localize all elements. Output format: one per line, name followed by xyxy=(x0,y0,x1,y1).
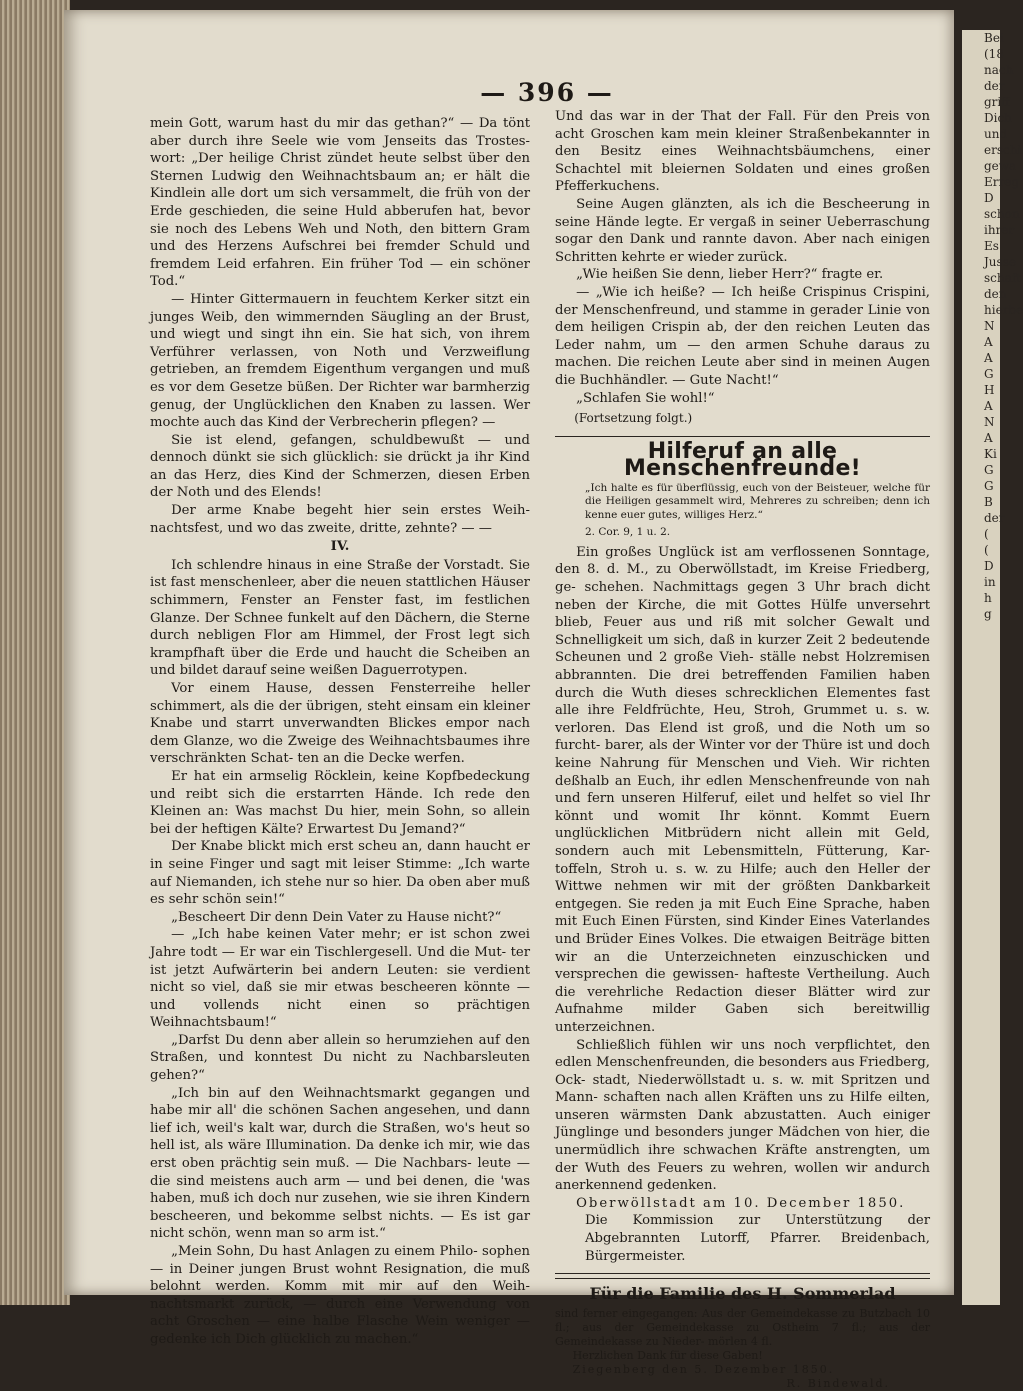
adjacent-page-text: schaft xyxy=(984,271,1022,285)
adjacent-page-text: der xyxy=(984,511,1005,525)
paragraph: sind ferner eingegangen: Aus der Gemeindekasse zu Butzbach 10 fl.; aus der Gemeindekasse zu Ostheim 7 fl.; aus der Gemeindekasse zu Nieder- mörlen 4 fl. xyxy=(555,1306,930,1348)
adjacent-page-text: N xyxy=(984,415,995,429)
adjacent-page-text: hierbe xyxy=(984,303,1023,317)
adjacent-page-text: h xyxy=(984,591,992,605)
adjacent-page-text: schon xyxy=(984,207,1020,221)
section-divider xyxy=(555,1278,930,1279)
paragraph: „Schlafen Sie wohl!“ xyxy=(576,390,715,406)
signature: R. Bindewald. xyxy=(786,1376,890,1390)
adjacent-page-text: Bei xyxy=(984,31,1004,45)
paragraph: Ich schlendre hinaus in eine Straße der Vorstadt. Sie ist fast menschenleer, aber die neuen stattlichen Häuser schimmern, Fenster an Fenster fast, im festlichen Glanze. Der Schnee funkelt auf den Dächern, die Sterne durch nebligen Flor am Himmel, der Frost legt sich krampfhaft über die Erde und haucht die Scheiben an und bildet darauf seine weißen Daguerrotypen. xyxy=(150,557,530,679)
paragraph: Seine Augen glänzten, als ich die Bescheerung in seine Hände legte. Er vergaß in seiner Ueberraschung sogar den Dank und rannte davon. Aber nach einigen Schritten kehrte er wieder zurück. xyxy=(555,196,930,265)
adjacent-page-text: den xyxy=(984,287,1007,301)
adjacent-page-text: A xyxy=(984,335,993,349)
paragraph: mein Gott, warum hast du mir das gethan?“ — Da tönt aber durch ihre Seele wie vom Jenseits das Trostes- wort: „Der heilige Christ zündet heute selbst über den Sternen Ludwig den Weihnachtsbaum an; er hält die Kindlein alle dort um sich versammelt, die früh von der Erde geschieden, die seine Huld abberufen hat, bevor sie noch des Lebens Weh und Noth, den bittern Gram und des Herzens Aufschrei bei fremder Schuld und fremdem Leid erfahren. Ein früher Tod — ein schöner Tod.“ xyxy=(150,116,530,290)
adjacent-page-text: Jusse xyxy=(984,255,1016,269)
paragraph: — Hinter Gittermauern in feuchtem Kerker sitzt ein junges Weib, den wimmernden Säugling an der Brust, und wiegt und singt ihn ein. Sie hat sich, von ihrem Verführer verlassen, von Noth und Verzweiflung getrieben, an fremdem Eigenthum vergangen und muß es vor dem Gesetze büßen. Der Richter war barmherzig genug, der Unglücklichen den Knaben zu lassen. Wer mochte auch das Kind der Verbrecherin pflegen? — xyxy=(150,291,530,431)
thanks-headline: Für die Familie des H. Sommerlad xyxy=(589,1284,896,1304)
paragraph: „Darfst Du denn aber allein so herumziehen auf den Straßen, und konntest Du nicht zu Nachbarsleuten gehen?“ xyxy=(150,1032,530,1084)
left-column xyxy=(150,115,530,1349)
adjacent-page-text: G xyxy=(984,479,994,493)
section-number: IV. xyxy=(330,539,350,555)
paragraph: „Bescheert Dir denn Dein Vater zu Hause nicht?“ xyxy=(171,909,502,925)
signature: Die Kommission zur Unterstützung der Abgebrannten Lutorff, Pfarrer. Breidenbach, Bürgermeister. xyxy=(585,1213,930,1264)
place-date: Ziegenberg den 5. Dezember 1850. xyxy=(572,1362,835,1376)
adjacent-page-fragment xyxy=(962,30,1023,1305)
place-date: Oberwöllstadt am 10. December 1850. xyxy=(576,1195,906,1211)
motto-quote: „Ich halte es für überflüssig, euch von der Beisteuer, welche für die Heiligen gesammelt wird, Mehreres zu schreiben; denn ich kenne euer gutes, williges Herz.“ xyxy=(585,481,930,521)
paragraph: Der arme Knabe begeht hier sein erstes Weih- nachtsfest, und wo das zweite, dritte, zehnte? — — xyxy=(150,503,530,536)
paragraph: „Ich bin auf den Weihnachtsmarkt gegangen und habe mir all' die schönen Sachen angesehen, und dann lief ich, weil's kalt war, durch die Straßen, wo's heut so hell ist, als wäre Illumination. Da denke ich mir, wie das erst oben prächtig sein muß. — Die Nachbars- leute — die sind meistens auch arm — und bei denen, die 'was haben, muß ich doch nur zusehen, wie sie ihren Kindern bescheeren, und bekomme selbst nichts. — Es ist gar nicht schön, wenn man so arm ist.“ xyxy=(150,1085,530,1242)
thanks-block xyxy=(555,1307,930,1391)
adjacent-page-text: N xyxy=(984,319,995,333)
adjacent-page-text: ( xyxy=(984,527,989,541)
adjacent-page-text: der xyxy=(984,79,1005,93)
adjacent-page-text: B xyxy=(984,495,993,509)
page-number: — 396 — xyxy=(480,78,614,107)
paragraph: „Wie heißen Sie denn, lieber Herr?“ fragte er. xyxy=(576,267,884,283)
adjacent-page-text: A xyxy=(984,399,993,413)
section-divider xyxy=(555,1273,930,1274)
adjacent-page-text: D xyxy=(984,559,994,573)
adjacent-page-text: H xyxy=(984,383,995,397)
adjacent-page-text: G xyxy=(984,463,994,477)
paragraph: — „Wie ich heiße? — Ich heiße Crispinus Crispini, der Menschenfreund, und stamme in gerader Linie von dem heiligen Crispin ab, der den reichen Leuten das Leder nahm, um — den armen Schuhe daraus zu machen. Die reichen Leute aber sind in meinen Augen die Buchhändler. — Gute Nacht!“ xyxy=(555,284,930,388)
paragraph: Herzlichen Dank für diese Gaben! xyxy=(572,1348,763,1362)
adjacent-page-text: gewa xyxy=(984,159,1017,173)
adjacent-page-text: erschi xyxy=(984,143,1022,157)
paragraph: Der Knabe blickt mich erst scheu an, dann haucht er in seine Finger und sagt mit leiser Stimme: „Ich warte auf Niemanden, ich stehe nur so hier. Da oben aber muß es sehr schön sein!“ xyxy=(150,839,530,908)
paragraph: — „Ich habe keinen Vater mehr; er ist schon zwei Jahre todt — Er war ein Tischlergesell. Und die Mut- ter ist jetzt Aufwärterin bei andern Leuten: sie verdient nicht so viel, daß sie mir etwas bescheeren könnte — und vollends nicht einen so prächtigen Weihnachtsbaum!“ xyxy=(150,927,530,1031)
adjacent-page-text: A xyxy=(984,431,993,445)
adjacent-page-text: und xyxy=(984,127,1008,141)
paragraph: Vor einem Hause, dessen Fensterreihe heller schimmert, als die der übrigen, steht einsam ein kleiner Knabe und starrt unverwandten Blickes empor nach dem Glanze, wo die Zweige des Weihnachtsbaumes ihre verschränkten Schat- ten an die Decke werfen. xyxy=(150,681,530,767)
book-page-edges xyxy=(0,0,70,1305)
motto-reference: 2. Cor. 9, 1 u. 2. xyxy=(585,526,671,539)
adjacent-page-text: ihrer xyxy=(984,223,1015,237)
appeal-headline: Hilferuf an alle Menschenfreunde! xyxy=(623,438,862,482)
adjacent-page-text: Es xyxy=(984,239,999,253)
adjacent-page-text: G xyxy=(984,367,994,381)
adjacent-page-text: g xyxy=(984,607,992,621)
adjacent-page-text: ( xyxy=(984,543,989,557)
adjacent-page-text: griff xyxy=(984,95,1010,109)
paragraph: Schließlich fühlen wir uns noch verpflichtet, den edlen Menschenfreunden, die besonders aus Friedberg, Ock- stadt, Niederwöllstadt u. s. w. mit Spritzen und Mann- schaften nach allen Kräften uns zu Hilfe eilten, unseren wärmsten Dank abzustatten. Auch einiger Jünglinge und besonders junger Mädchen von hier, die unermüdlich ihre schwachen Kräfte anstrengten, um der Wuth des Feuers zu wehren, wollen wir andurch anerkennend gedenken. xyxy=(555,1037,930,1194)
section-divider xyxy=(555,436,930,437)
adjacent-page-text: Ki xyxy=(984,447,997,461)
adjacent-page-text: (18 xyxy=(984,47,1004,61)
paragraph: Und das war in der That der Fall. Für den Preis von acht Groschen kam mein kleiner Straßenbekannter in den Besitz eines Weihnachtsbäumchens, einer Schachtel mit bleiernen Soldaten und eines großen Pfefferkuchens. xyxy=(555,109,930,195)
continuation-note: (Fortsetzung folgt.) xyxy=(574,411,693,426)
adjacent-page-text: nach xyxy=(984,63,1014,77)
paragraph: „Mein Sohn, Du hast Anlagen zu einem Philo- sophen — in Deiner jungen Brust wohnt Resignation, die muß belohnt werden. Komm mit mir auf den Weih- nachtsmarkt zurück, — durch eine Verwendung von acht Groschen — eine halbe Flasche Wein weniger — gedenke ich Dich glücklich zu machen.“ xyxy=(150,1244,530,1347)
adjacent-page-text: Dich xyxy=(984,111,1012,125)
adjacent-page-text: in xyxy=(984,575,996,589)
adjacent-page-text: Erreg xyxy=(984,175,1020,189)
adjacent-page-text: D xyxy=(984,191,994,205)
right-column xyxy=(555,108,930,1391)
paragraph: Sie ist elend, gefangen, schuldbewußt — und dennoch dünkt sie sich glücklich: sie drückt ja ihr Kind an das Herz, dies Kind der Schmerzen, diesen Erben der Noth und des Elends! xyxy=(150,432,530,501)
paragraph: Ein großes Unglück ist am verflossenen Sonntage, den 8. d. M., zu Oberwöllstadt, im Kreise Friedberg, ge- schehen. Nachmittags gegen 3 Uhr brach dicht neben der Kirche, die mit Gottes Hülfe unversehrt blieb, Feuer aus und riß mit solcher Gewalt und Schnelligkeit um sich, daß in kurzer Zeit 2 bedeutende Scheunen und 2 große Vieh- ställe nebst Holzremisen abbrannten. Die drei betreffenden Familien haben durch die Wuth dieses schrecklichen Elementes fast alle ihre Feldfrüchte, Heu, Stroh, Grummet u. s. w. verloren. Das Elend ist groß, und die Noth um so furcht- barer, als der Winter vor der Thüre ist und doch keine Nahrung für Menschen und Vieh. Wir richten deßhalb an Euch, ihr edlen Menschenfreunde von nah und fern unseren Hilferuf, eilet und helfet so viel Ihr könnt und womit Ihr könnt. Kommt Euern unglücklichen Mitbrüdern nicht allein mit Geld, sondern auch mit Lebensmitteln, Fütterung, Kar- toffeln, Stroh u. s. w. zu Hilfe; auch den Heller der Wittwe nehmen wir mit der größten Dankbarkeit entgegen. Sie reden ja mit Euch Eine Sprache, haben mit Euch Einen Fürsten, sind Kinder Eines Vaterlandes und Brüder Eines Volkes. Die etwaigen Beiträge bitten wir an die Unterzeichneten einzuschicken und versprechen die gewissen- hafteste Vertheilung. Auch die verehrliche Redaction dieser Blätter wird zur Aufnahme milder Gaben sich bereitwillig unterzeichnen. xyxy=(555,544,930,1035)
paragraph: Er hat ein armselig Röcklein, keine Kopfbedeckung und reibt sich die erstarrten Hände. Ich rede den Kleinen an: Was machst Du hier, mein Sohn, so allein bei der heftigen Kälte? Erwartest Du Jemand?“ xyxy=(150,768,530,837)
adjacent-page-text: A xyxy=(984,351,993,365)
